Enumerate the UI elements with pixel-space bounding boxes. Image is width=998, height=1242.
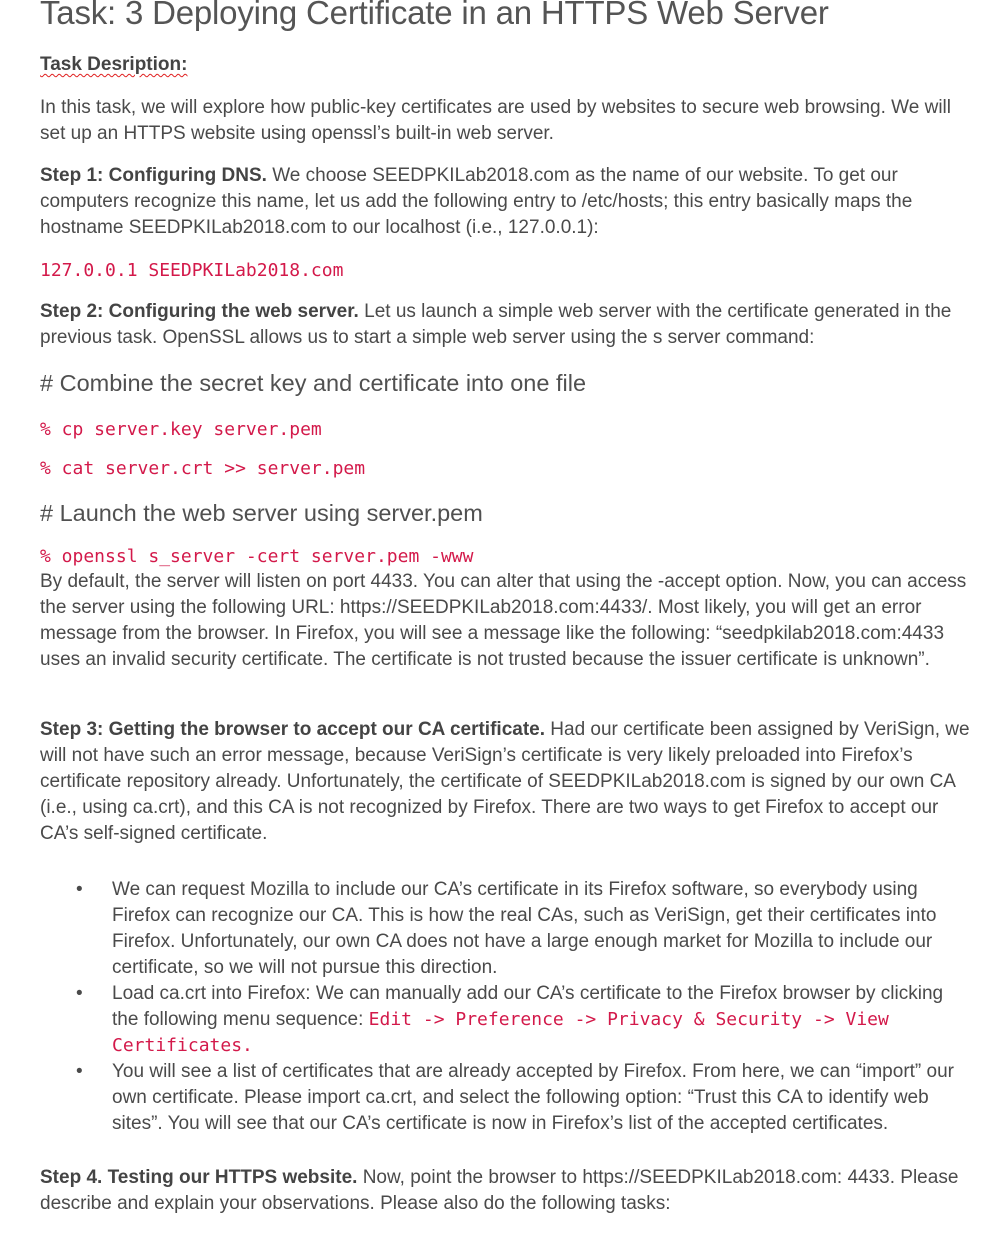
step2-label: Step 2: Configuring the web server. xyxy=(40,301,359,322)
step3-text: Had our certificate been assigned by VeriSign, we will not have such an error message, because VeriSign’s certificate is very likely preloaded into Firefox’s certificate repository already. Unfortunately, the certificate of SEEDPKILab2018.com is signed by our own CA (i.e., using ca.crt), and this CA is not recognized by Firefox. There are two ways to get Firefox to accept our CA’s self-signed certificate. xyxy=(40,719,970,844)
cmd-openssl: % openssl s_server -cert server.pem -www xyxy=(40,546,474,567)
intro-paragraph: In this task, we will explore how public-key certificates are used by websites to secure web browsing. We will set up an HTTPS website using openssl’s built-in web server. xyxy=(40,97,951,144)
comment-combine: # Combine the secret key and certificate into one file xyxy=(40,370,587,396)
list-item-text: You will see a list of certificates that are already accepted by Firefox. From here, we can “import” our own certificate. Please import ca.crt, and select the following option: “Trust this CA to identify web sites”. You will see that our CA’s certificate is now in Firefox’s list of the accepted certificates. xyxy=(112,1061,954,1134)
step2-after-paragraph: By default, the server will listen on port 4433. You can alter that using the -accept option. Now, you can access the server using the following URL: https://SEEDPKILab2018.com:4433/. Most likely, you will get an error message from the browser. In Firefox, you will see a message like the following: “seedpkilab2018.com:4433 uses an invalid security certificate. The certificate is not trusted because the issuer certificate is unknown”. xyxy=(40,571,967,670)
bullet-dot: • xyxy=(76,983,83,1004)
step4-text: Now, point the browser to https://SEEDPKILab2018.com: 4433. Please describe and explain your observations. Please also do the following tasks: xyxy=(40,1167,959,1214)
list-item xyxy=(40,877,974,981)
comment-launch: # Launch the web server using server.pem xyxy=(40,500,483,526)
step3-label: Step 3: Getting the browser to accept our CA certificate. xyxy=(40,719,546,740)
cmd-cat: % cat server.crt >> server.pem xyxy=(40,458,366,479)
page-title: Task: 3 Deploying Certificate in an HTTPS Web Server xyxy=(40,0,829,31)
step4-paragraph xyxy=(40,1165,975,1217)
step1-paragraph xyxy=(40,163,975,241)
bullet-dot: • xyxy=(76,1061,83,1082)
step1-label: Step 1: Configuring DNS. xyxy=(40,165,267,186)
list-item xyxy=(40,1059,974,1137)
step2-paragraph xyxy=(40,299,975,351)
bullet-dot: • xyxy=(76,879,83,900)
list-item xyxy=(40,981,974,1059)
list-item-text: We can request Mozilla to include our CA’s certificate in its Firefox software, so everybody using Firefox can recognize our CA. This is how the real CAs, such as VeriSign, get their certificates into Firefox. Unfortunately, our own CA does not have a large enough market for Mozilla to include our certificate, so we will not pursue this direction. xyxy=(112,879,937,978)
bullet-list xyxy=(40,877,974,1137)
task-description-label: Task Desription: xyxy=(40,54,188,75)
hosts-entry-code: 127.0.0.1 SEEDPKILab2018.com xyxy=(40,260,344,281)
cmd-cp: % cp server.key server.pem xyxy=(40,419,322,440)
menu-sequence-code: Edit -> Preference -> Privacy & Security -> View Certificates. xyxy=(112,1009,889,1056)
list-item-text: Load ca.crt into Firefox: We can manually add our CA’s certificate to the Firefox browser by clicking the following menu sequence: xyxy=(112,983,944,1030)
step2-text: Let us launch a simple web server with the certificate generated in the previous task. OpenSSL allows us to start a simple web server using the s server command: xyxy=(40,301,952,348)
step3-paragraph xyxy=(40,717,975,847)
step1-text: We choose SEEDPKILab2018.com as the name of our website. To get our computers recognize this name, let us add the following entry to /etc/hosts; this entry basically maps the hostname SEEDPKILab2018.com to our localhost (i.e., 127.0.0.1): xyxy=(40,165,913,238)
step4-label: Step 4. Testing our HTTPS website. xyxy=(40,1167,358,1188)
